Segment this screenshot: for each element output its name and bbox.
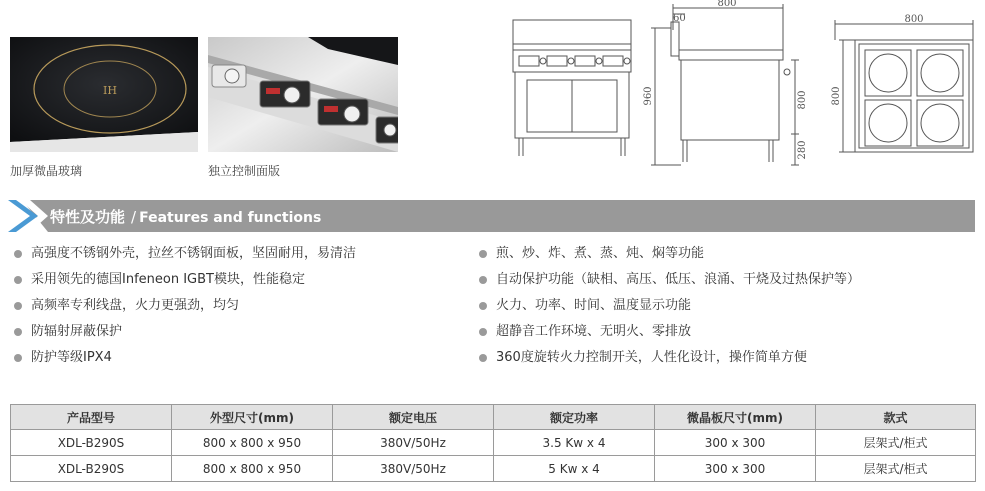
bullet-icon [479, 354, 487, 362]
table-cell: 300 x 300 [655, 430, 816, 456]
feature-item: 超静音工作环境、无明火、零排放 [477, 322, 860, 348]
feature-item: 防护等级IPX4 [12, 348, 356, 374]
glass-surface-photo [10, 37, 198, 152]
spec-table [10, 404, 976, 482]
table-cell: 层架式/柜式 [816, 430, 976, 456]
control-knob-icon [212, 65, 246, 87]
control-panel-photo [208, 37, 398, 152]
table-cell: 800 x 800 x 950 [172, 456, 333, 482]
feature-item: 防辐射屏蔽保护 [12, 322, 356, 348]
bullet-icon [479, 328, 487, 336]
table-cell: XDL-B290S [11, 456, 172, 482]
bullet-icon [14, 354, 22, 362]
dimension-label: 800 [904, 14, 924, 25]
table-row [11, 430, 976, 456]
panel-caption: 独立控制面版 [208, 164, 281, 178]
table-cell: 800 x 800 x 950 [172, 430, 333, 456]
dimension-label: 800 [831, 86, 842, 106]
top-view-drawing [835, 20, 973, 152]
feature-item: 煎、炒、炸、煮、蒸、炖、焖等功能 [477, 244, 860, 270]
table-cell: XDL-B290S [11, 430, 172, 456]
table-cell: 380V/50Hz [333, 430, 494, 456]
technical-drawings [505, 0, 975, 175]
dimension-label: 60 [673, 13, 686, 24]
dimension-label: 800 [797, 90, 808, 110]
ih-logo: IH [103, 84, 117, 97]
glass-caption: 加厚微晶玻璃 [10, 164, 83, 178]
table-header-row [11, 405, 976, 430]
dimension-label: 960 [643, 86, 654, 106]
table-cell: 3.5 Kw x 4 [494, 430, 655, 456]
feature-item: 高频率专利线盘，火力更强劲，均匀 [12, 296, 356, 322]
dimension-label: 800 [717, 0, 737, 9]
col-header-power: 额定功率 [494, 405, 655, 430]
control-knob-icon [318, 99, 368, 125]
bullet-icon [479, 250, 487, 258]
title-separator: / [131, 208, 137, 226]
table-cell: 5 Kw x 4 [494, 456, 655, 482]
feature-item: 高强度不锈钢外壳，拉丝不锈钢面板，坚固耐用，易清洁 [12, 244, 356, 270]
bullet-icon [14, 302, 22, 310]
dimension-label: 280 [797, 140, 808, 160]
control-knob-icon [260, 81, 310, 107]
table-row [11, 456, 976, 482]
col-header-style: 款式 [816, 405, 976, 430]
bullet-icon [14, 250, 22, 258]
features-list-left [12, 244, 356, 374]
front-view-drawing [513, 20, 631, 156]
feature-item: 360度旋转火力控制开关，人性化设计，操作简单方便 [477, 348, 860, 374]
col-header-voltage: 额定电压 [333, 405, 494, 430]
table-cell: 380V/50Hz [333, 456, 494, 482]
table-cell: 层架式/柜式 [816, 456, 976, 482]
bullet-icon [479, 302, 487, 310]
feature-item: 自动保护功能（缺相、高压、低压、浪涌、干烧及过热保护等） [477, 270, 860, 296]
col-header-plate-size: 微晶板尺寸(mm) [655, 405, 816, 430]
feature-item: 火力、功率、时间、温度显示功能 [477, 296, 860, 322]
section-title-en: Features and functions [139, 210, 322, 226]
col-header-dimensions: 外型尺寸(mm) [172, 405, 333, 430]
section-title-cn: 特性及功能 [50, 208, 126, 226]
bullet-icon [479, 276, 487, 284]
bullet-icon [14, 276, 22, 284]
side-view-drawing [651, 4, 799, 165]
section-title [50, 206, 321, 227]
features-banner [8, 200, 975, 232]
features-list-right [477, 244, 860, 374]
feature-item: 采用领先的德国Infeneon IGBT模块，性能稳定 [12, 270, 356, 296]
control-knob-icon [376, 117, 398, 143]
col-header-model: 产品型号 [11, 405, 172, 430]
table-cell: 300 x 300 [655, 456, 816, 482]
bullet-icon [14, 328, 22, 336]
